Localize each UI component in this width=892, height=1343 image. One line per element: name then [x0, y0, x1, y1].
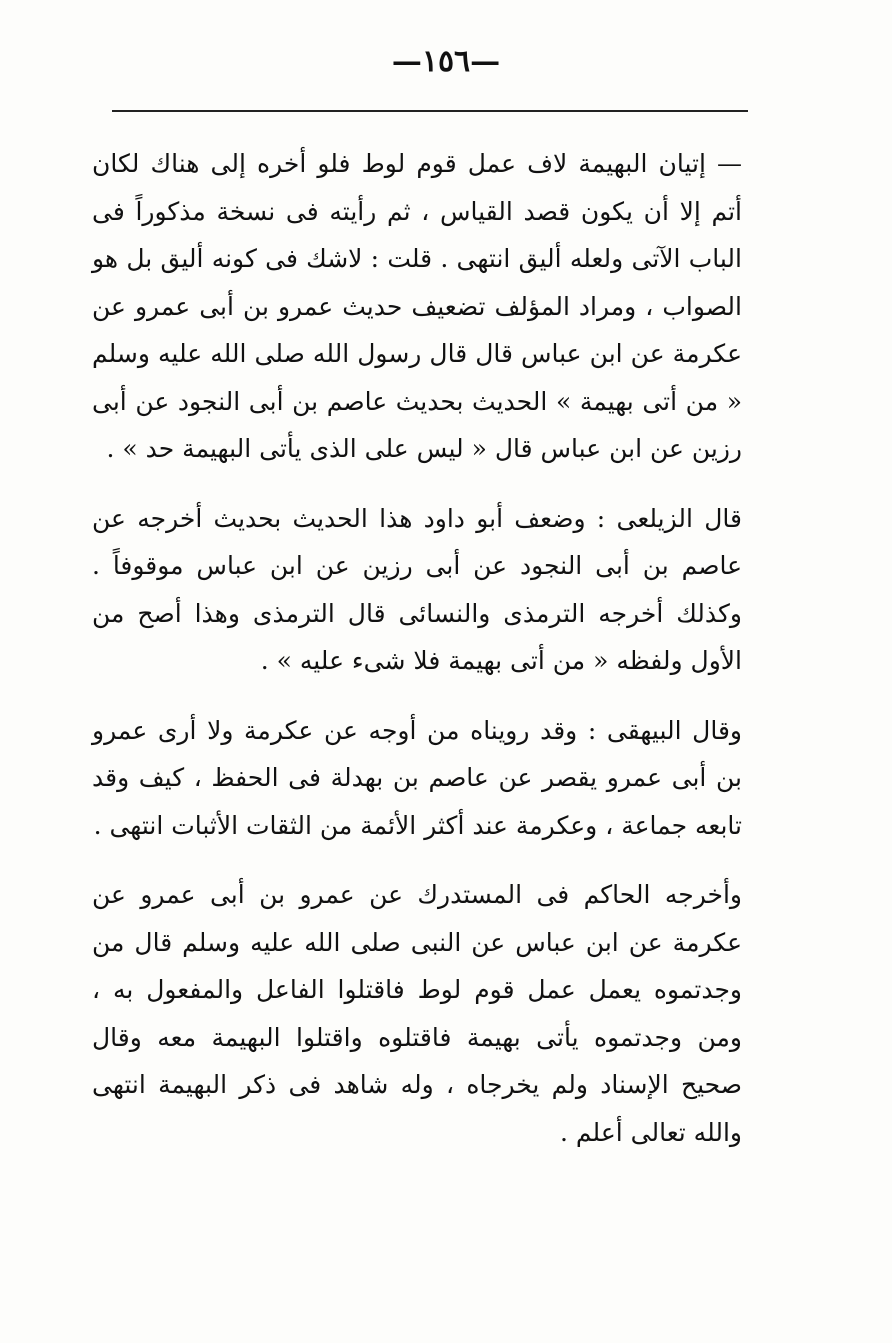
paragraph-4: وأخرجه الحاكم فى المستدرك عن عمرو بن أبى عمرو عن عكرمة عن ابن عباس عن النبى صلى الله عليه وسلم قال من وجدتموه يعمل عمل قوم لوط فاقتلوا الفاعل والمفعول به ، ومن وجدتموه يأتى بهيمة فاقتلوه واقتلوا البهيمة معه وقال صحيح الإسناد ولم يخرجاه ، وله شاهد فى ذكر البهيمة انتهى والله تعالى أعلم . — [92, 880, 742, 1147]
paragraph-3: وقال البيهقى : وقد رويناه من أوجه عن عكرمة ولا أرى عمرو بن أبى عمرو يقصر عن عاصم بن بهدلة فى الحفظ ، كيف وقد تابعه جماعة ، وعكرمة عند أكثر الأئمة من الثقات الأثبات انتهى . — [92, 715, 742, 840]
page-number: —١٥٦— — [391, 44, 501, 79]
paragraph-1: — إتيان البهيمة لاف عمل قوم لوط فلو أخره إلى هناك لكان أتم إلا أن يكون قصد القياس ، ثم رأيته فى نسخة مذكوراً فى الباب الآتى ولعله أليق انتهى . قلت : لاشك فى كونه أليق بل هو الصواب ، ومراد المؤلف تضعيف حديث عمرو بن أبى عمرو عن عكرمة عن ابن عباس قال قال رسول الله صلى الله عليه وسلم « من أتى بهيمة » الحديث بحديث عاصم بن أبى النجود عن أبى رزين عن ابن عباس قال « ليس على الذى يأتى البهيمة حد » . — [92, 149, 742, 463]
header-rule — [112, 110, 748, 112]
paragraph-2: قال الزيلعى : وضعف أبو داود هذا الحديث بحديث أخرجه عن عاصم بن أبى النجود عن أبى رزين عن ابن عباس موقوفاً . وكذلك أخرجه الترمذى والنسائى قال الترمذى وهذا أصح من الأول ولفظه « من أتى بهيمة فلا شىء عليه » . — [92, 503, 742, 675]
body-text — [92, 140, 742, 1156]
